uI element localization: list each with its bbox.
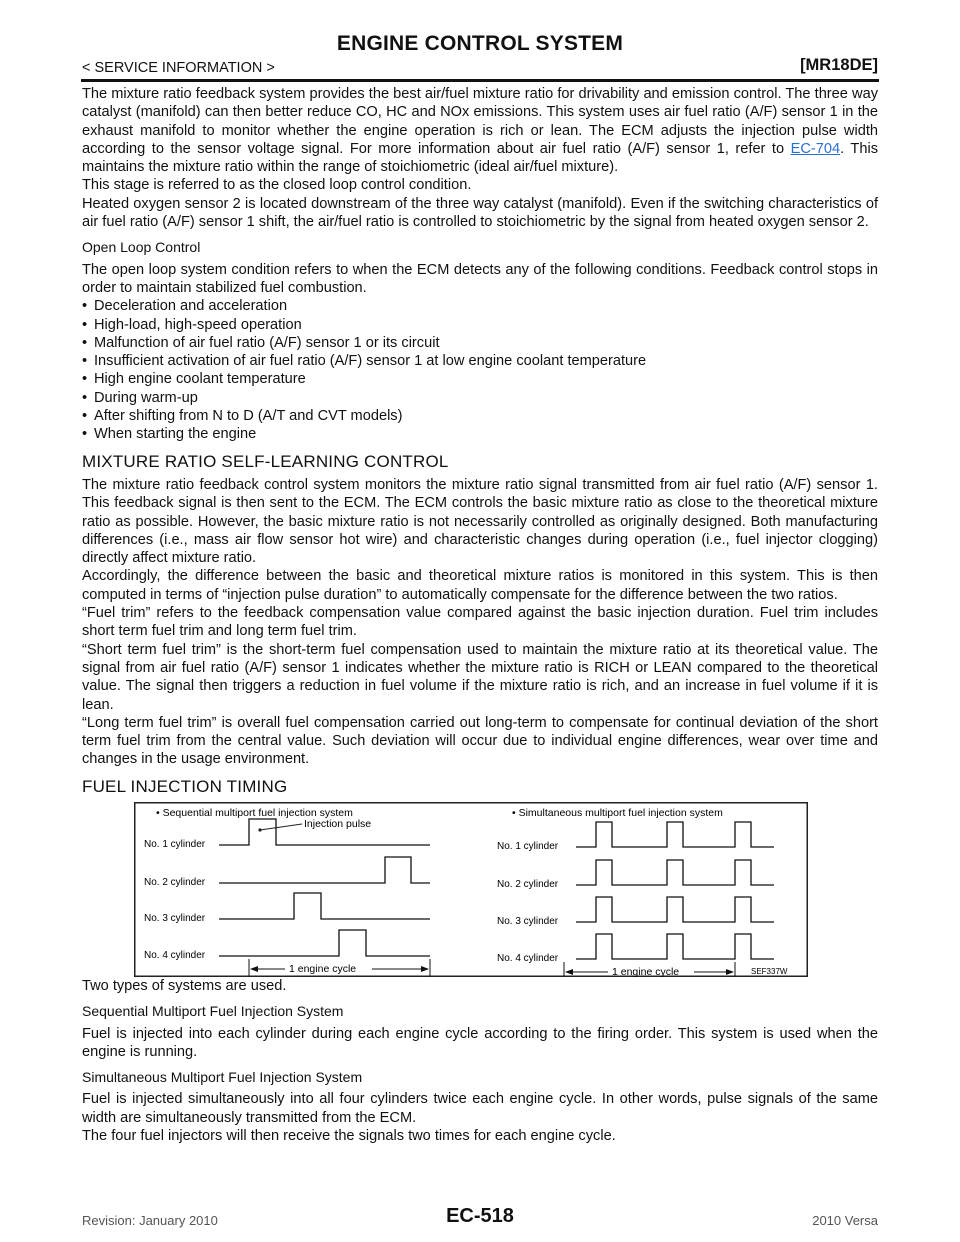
open-loop-conditions-list [82, 297, 878, 443]
paragraph-mixture-3: “Fuel trim” refers to the feedback compensation value compared against the basic injection duration. Fuel trim includes short term fuel trim and long term fuel trim. [82, 605, 878, 640]
sim-cylinder-4-waveform [576, 934, 774, 959]
paragraph-simultaneous-1: Fuel is injected simultaneously into all four cylinders twice each engine cycle. In other words, pulse signals of the same width are simultaneously transmitted from the ECM. [82, 1091, 878, 1126]
paragraph-text: The mixture ratio feedback system provides the best air/fuel mixture ratio for drivability and emission control. The three way catalyst (manifold) can then better reduce CO, HC and NOx emissions. This system uses air fuel ratio (A/F) sensor 1 in the exhaust manifold to monitor whether the engine operation is rich or lean. The ECM adjusts the injection pulse width according to the sensor voltage signal. For more information about air fuel ratio (A/F) sensor 1, refer to [82, 86, 878, 157]
paragraph-text: . This maintains the mixture ratio within the range of stoichiometric (ideal air/fuel mixture). [82, 140, 878, 176]
ec-704-link[interactable]: EC-704 [790, 140, 841, 157]
sequential-heading: Sequential Multiport Fuel Injection System [82, 1003, 344, 1020]
page-content [82, 85, 878, 1145]
injection-pulse-label: Injection pulse [304, 817, 372, 830]
paragraph-open-loop: The open loop system condition refers to when the ECM detects any of the following conditions. Feedback control stops in order to maintain stabilized fuel combustion. [82, 261, 878, 296]
seq-cylinder-2-waveform [219, 857, 430, 883]
list-item: • During warm-up [82, 389, 878, 407]
list-item: • High-load, high-speed operation [82, 316, 878, 334]
revision-date: Revision: January 2010 [82, 1213, 218, 1228]
paragraph-closed-loop: This stage is referred to as the closed loop control condition. [82, 177, 472, 194]
simultaneous-title: • Simultaneous multiport fuel injection system [512, 806, 723, 819]
open-loop-heading: Open Loop Control [82, 239, 201, 256]
breadcrumb: < SERVICE INFORMATION > [82, 60, 275, 76]
list-item: • Insufficient activation of air fuel ratio (A/F) sensor 1 at low engine coolant temperature [82, 352, 878, 370]
sim-cycle-arrowhead-right [726, 969, 734, 975]
figure-frame [135, 803, 808, 977]
sim-cylinder-1-waveform [576, 822, 774, 847]
list-item: • High engine coolant temperature [82, 370, 878, 388]
seq-cycle-arrowhead-left [250, 966, 258, 972]
paragraph-feedback-system [82, 85, 878, 176]
paragraph-simultaneous-2: The four fuel injectors will then receive the signals two times for each engine cycle. [82, 1128, 616, 1145]
sim-cycle-label: 1 engine cycle [612, 965, 680, 977]
seq-cylinder-1-label: No. 1 cylinder [144, 838, 206, 850]
paragraph-mixture-1: The mixture ratio feedback control system monitors the mixture ratio signal transmitted from air fuel ratio (A/F) sensor 1. This feedback signal is then sent to the ECM. The ECM controls the basic mixture ratio as close to the theoretical mixture ratio as possible. However, the basic mixture ratio is not necessarily controlled as originally designed. Both manufacturing differences (i.e., mass air flow sensor hot wire) and characteristic changes during operation (i.e., fuel injector clogging) directly affect mixture ratio. [82, 476, 878, 567]
vehicle-model: 2010 Versa [812, 1213, 878, 1228]
injection-timing-heading: FUEL INJECTION TIMING [82, 776, 288, 796]
sim-cylinder-3-label: No. 3 cylinder [497, 915, 559, 927]
seq-cycle-label: 1 engine cycle [289, 962, 357, 975]
paragraph-mixture-4: “Short term fuel trim” is the short-term fuel compensation used to maintain the mixture ratio at its theoretical value. The signal from air fuel ratio (A/F) sensor 1 indicates whether the mixture ratio is RICH or LEAN compared to the theoretical value. The signal then triggers a reduction in fuel volume if the mixture ratio is rich, and an increase in fuel volume if it is lean. [82, 641, 878, 713]
sequential-title: • Sequential multiport fuel injection system [156, 806, 353, 819]
injection-pulse-dot [258, 828, 261, 831]
mixture-ratio-heading: MIXTURE RATIO SELF-LEARNING CONTROL [82, 451, 449, 471]
figure-code: SEF337W [751, 966, 788, 976]
list-item: • Malfunction of air fuel ratio (A/F) sensor 1 or its circuit [82, 334, 878, 352]
sim-cylinder-3-waveform [576, 897, 774, 922]
paragraph-two-types: Two types of systems are used. [82, 977, 287, 994]
header-divider [81, 79, 879, 82]
section-title: ENGINE CONTROL SYSTEM [336, 32, 624, 55]
paragraph-mixture-5: “Long term fuel trim” is overall fuel compensation carried out long-term to compensate for continual deviation of the short term fuel trim from the central value. Such deviation will occur due to individual engine differences, wear over time and changes in the usage environment. [82, 714, 878, 768]
sim-cylinder-1-label: No. 1 cylinder [497, 840, 559, 852]
paragraph-sequential: Fuel is injected into each cylinder during each engine cycle according to the firing order. This system is used when the engine is running. [82, 1025, 878, 1060]
seq-cylinder-4-waveform [219, 930, 430, 956]
injection-timing-diagram [134, 802, 808, 977]
sim-cycle-arrowhead-left [565, 969, 573, 975]
simultaneous-heading: Simultaneous Multiport Fuel Injection System [82, 1069, 363, 1086]
seq-cylinder-2-label: No. 2 cylinder [144, 876, 206, 888]
model-code: [MR18DE] [800, 56, 878, 74]
paragraph-mixture-2: Accordingly, the difference between the basic and theoretical mixture ratios is monitored in this system. This is then computed in terms of “injection pulse duration” to automatically compensate for the difference between the two ratios. [82, 568, 878, 603]
timing-diagram-svg [134, 802, 808, 977]
page-number: EC-518 [446, 1205, 514, 1227]
injection-pulse-leader [260, 824, 302, 830]
list-item: • Deceleration and acceleration [82, 297, 878, 315]
sim-cylinder-4-label: No. 4 cylinder [497, 952, 559, 964]
sim-cylinder-2-label: No. 2 cylinder [497, 878, 559, 890]
list-item: • When starting the engine [82, 425, 878, 443]
seq-cycle-arrowhead-right [421, 966, 429, 972]
seq-cylinder-3-waveform [219, 893, 430, 919]
seq-cylinder-4-label: No. 4 cylinder [144, 949, 206, 961]
list-item: • After shifting from N to D (A/T and CVT models) [82, 407, 878, 425]
seq-cylinder-3-label: No. 3 cylinder [144, 912, 206, 924]
sim-cylinder-2-waveform [576, 860, 774, 885]
paragraph-heated-oxygen-sensor: Heated oxygen sensor 2 is located downstream of the three way catalyst (manifold). Even if the switching characteristics of air fuel ratio (A/F) sensor 1 shift, the air/fuel ratio is controlled to stoichiometric by the signal from heated oxygen sensor 2. [82, 195, 878, 231]
